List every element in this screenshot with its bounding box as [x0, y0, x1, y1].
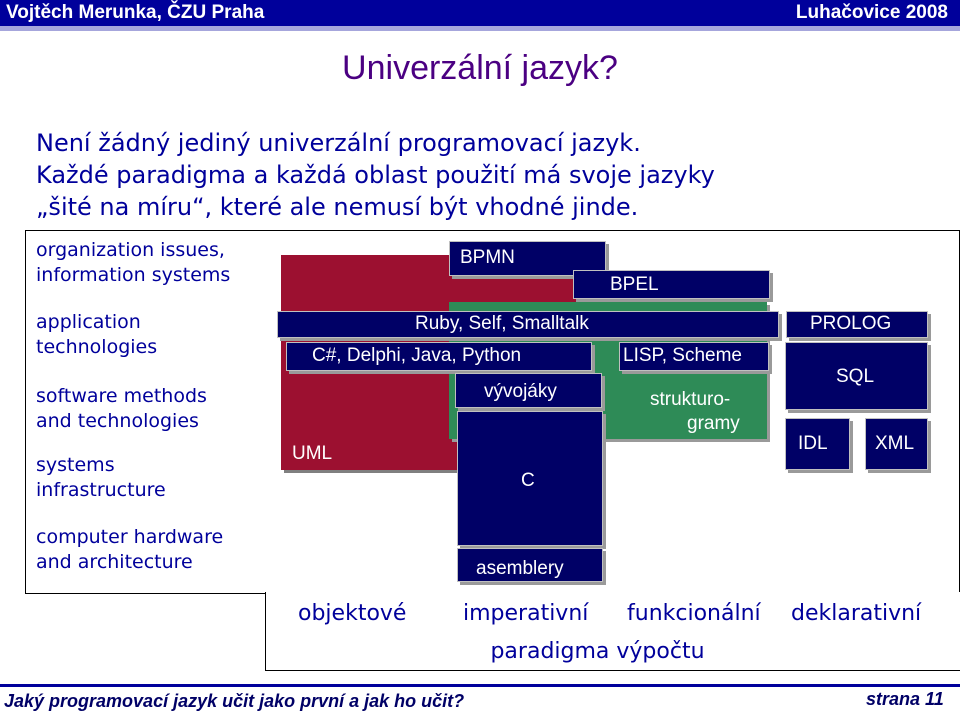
- layer-organization-line-2: information systems: [36, 264, 231, 286]
- vyvojaky-label: vývojáky: [484, 381, 557, 402]
- paradigm-axis-label: paradigma výpočtu: [490, 639, 705, 664]
- header-rule: [0, 26, 960, 31]
- header-event: Luhačovice 2008: [795, 2, 948, 23]
- layer-software-line-1: software methods: [36, 385, 207, 407]
- c-label: C: [521, 470, 535, 491]
- ruby-label: Ruby, Self, Smalltalk: [415, 313, 589, 334]
- bpmn-label: BPMN: [460, 247, 515, 268]
- strukturogramy-label-2: gramy: [687, 413, 740, 434]
- intro-line-2: Každé paradigma a každá oblast použití má svoje jazyky: [36, 161, 715, 189]
- layer-hardware: [36, 525, 223, 575]
- idl-label: IDL: [798, 433, 828, 454]
- layer-organization: [36, 238, 230, 288]
- layer-organization-line-1: organization issues,: [36, 239, 225, 261]
- asm-label: asemblery: [476, 558, 564, 579]
- layer-systems: [36, 453, 166, 503]
- paradigm-functional: funkcionální: [627, 601, 761, 626]
- sql-label: SQL: [836, 366, 875, 387]
- paradigm-imperative: imperativní: [463, 601, 589, 626]
- intro-line-1: Není žádný jediný univerzální programovací jazyk.: [36, 129, 641, 157]
- paradigm-object: objektové: [298, 601, 407, 626]
- paradigm-declarative: deklarativní: [791, 601, 922, 626]
- layer-systems-line-2: infrastructure: [36, 479, 166, 501]
- layer-hardware-line-2: and architecture: [36, 551, 193, 573]
- csharp-label: C#, Delphi, Java, Python: [312, 345, 522, 366]
- lisp-label: LISP, Scheme: [623, 345, 743, 366]
- layer-hardware-line-1: computer hardware: [36, 526, 224, 548]
- intro-line-3: „šité na míru“, které ale nemusí být vhodné jinde.: [36, 193, 639, 221]
- footer-question: Jaký programovací jazyk učit jako první a jak ho učit?: [4, 691, 465, 711]
- layer-software: [36, 384, 207, 434]
- prolog-label: PROLOG: [810, 313, 892, 334]
- uml-label: UML: [292, 443, 333, 464]
- xml-label: XML: [875, 433, 915, 454]
- header-author: Vojtěch Merunka, ČZU Praha: [6, 2, 265, 23]
- page-number: strana 11: [866, 689, 944, 709]
- slide-title: Univerzální jazyk?: [342, 49, 618, 87]
- layer-application-line-2: technologies: [36, 336, 158, 358]
- bpel-box: [573, 270, 770, 299]
- footer-rule: [0, 684, 960, 687]
- layer-software-line-2: and technologies: [36, 410, 199, 432]
- bpel-label: BPEL: [610, 274, 659, 295]
- strukturogramy-label-1: strukturo-: [650, 389, 731, 410]
- layer-application-line-1: application: [36, 311, 141, 333]
- layer-systems-line-1: systems: [36, 454, 115, 476]
- layer-application: [36, 310, 157, 360]
